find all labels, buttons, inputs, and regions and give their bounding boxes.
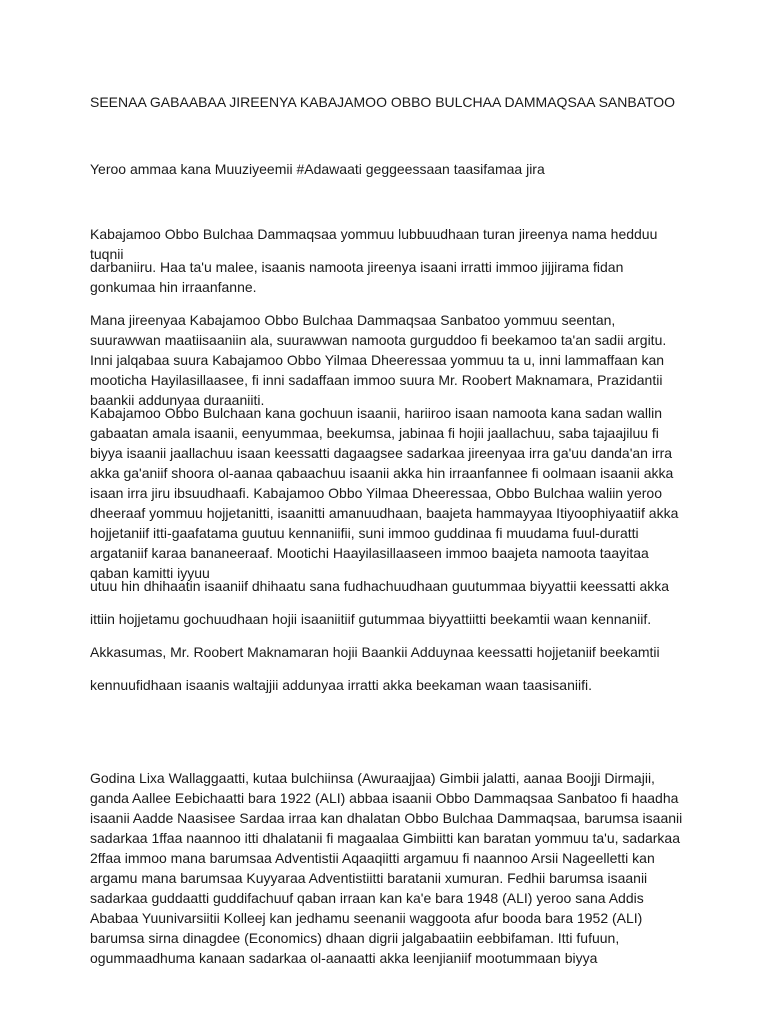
paragraph: utuu hin dhihaatin isaaniif dhihaatu sana fudhachuudhaan guutummaa biyyattii keessatti akka bbox=[90, 578, 670, 594]
paragraph: kennuufidhaan isaanis waltajjii addunyaa irratti akka beekaman waan taasisaniifi. bbox=[90, 677, 592, 693]
document-title: SEENAA GABAABAA JIREENYA KABAJAMOO OBBO BULCHAA DAMMAQSAA SANBATOO bbox=[90, 94, 676, 110]
document-subtitle: Yeroo ammaa kana Muuziyeemii #Adawaati geggeessaan taasifamaa jira bbox=[90, 161, 545, 177]
paragraph: Kabajamoo Obbo Bulchaan kana gochuun isaanii, hariiroo isaan namoota kana sadan wallin gabaatan amala isaanii, eenyummaa, beekumsa, jabinaa fi hojii jaallachuu, saba tajaajiluu fi biyya isaanii jaallachuu isaan keessatti dagaagsee sadarkaa jireenyaa irra ga'uu danda'an irra akka ga'aniif shoora ol-aanaa qabaachuu isaanii akka hin irraanfannee fi oolmaan isaanii akka isaan irra jiru ibsuudhaafi. Kabajamoo Obbo Yilmaa Dheeressaa, Obbo Bulchaa waliin yeroo dheeraaf yommuu hojjetanitti, isaanitti amanuudhaan, baajeta hammayyaa Itiyoophiyaatiif akka hojjetaniif itti-gaafatama guutuu kennaniifii, suni immoo guddinaa fi muudama fuul-duratti argataniif karaa bananeeraaf. Mootichi Haayilasillaaseen immoo baajeta namoota taayitaa qaban kamitti iyyuu bbox=[90, 405, 679, 581]
paragraph: darbaniiru. Haa ta'u malee, isaanis namoota jireenya isaani irratti immoo jijjirama fidan gonkumaa hin irraanfanne. bbox=[90, 259, 624, 295]
paragraph: Kabajamoo Obbo Bulchaa Dammaqsaa yommuu lubbuudhaan turan jireenya nama hedduu tuqnii bbox=[90, 226, 658, 262]
paragraph: Akkasumas, Mr. Roobert Maknamaran hojii Baankii Adduynaa keessatti hojjetaniif beekamtii bbox=[90, 644, 660, 660]
paragraph: Godina Lixa Wallaggaatti, kutaa bulchiinsa (Awuraajjaa) Gimbii jalatti, aanaa Boojji Dirmajii, ganda Aallee Eebichaatti bara 1922 (ALI) abbaa isaanii Obbo Dammaqsaa Sanbatoo fi haadha isaanii Aadde Naasisee Sardaa irraa kan dhalatan Obbo Bulchaa Dammaqsaa, barumsa isaanii sadarkaa 1ffaa naannoo itti dhalatanii fi magaalaa Gimbiitti kan baratan yommuu ta'u, sadarkaa 2ffaa immoo mana barumsaa Adventistii Aqaaqiitti argamuu fi naannoo Arsii Nageelletti kan argamu mana barumsaa Kuyyaraa Adventistiitti baratanii xumuran. Fedhii barumsa isaanii sadarkaa guddaatti guddifachuuf qaban irraan kan ka'e bara 1948 (ALI) yeroo sana Addis Ababaa Yuunivarsiitii Kolleej kan jedhamu seenanii waggoota afur booda bara 1952 (ALI) barumsa sirna dinagdee (Economics) dhaan digrii jalgabaatiin eebbifaman. Itti fufuun, ogummaadhuma kanaan sadarkaa ol-aanaatti akka leenjianiif mootummaan biyya bbox=[90, 770, 683, 966]
paragraph: Mana jireenyaa Kabajamoo Obbo Bulchaa Dammaqsaa Sanbatoo yommuu seentan, suurawwan maatiisaaniin ala, suurawwan namoota gurguddoo fi beekamoo ta'an sadii argitu. Inni jalqabaa suura Kabajamoo Obbo Yilmaa Dheeressaa yommuu ta u, inni lammaffaan kan mooticha Hayilasillaasee, fi inni sadaffaan immoo suura Mr. Roobert Maknamara, Prazidantii baankii addunyaa duraaniiti. bbox=[90, 312, 667, 408]
paragraph: ittiin hojjetamu gochuudhaan hojii isaaniitiif gutummaa biyyattiitti beekamtii waan kennaniif. bbox=[90, 611, 652, 627]
